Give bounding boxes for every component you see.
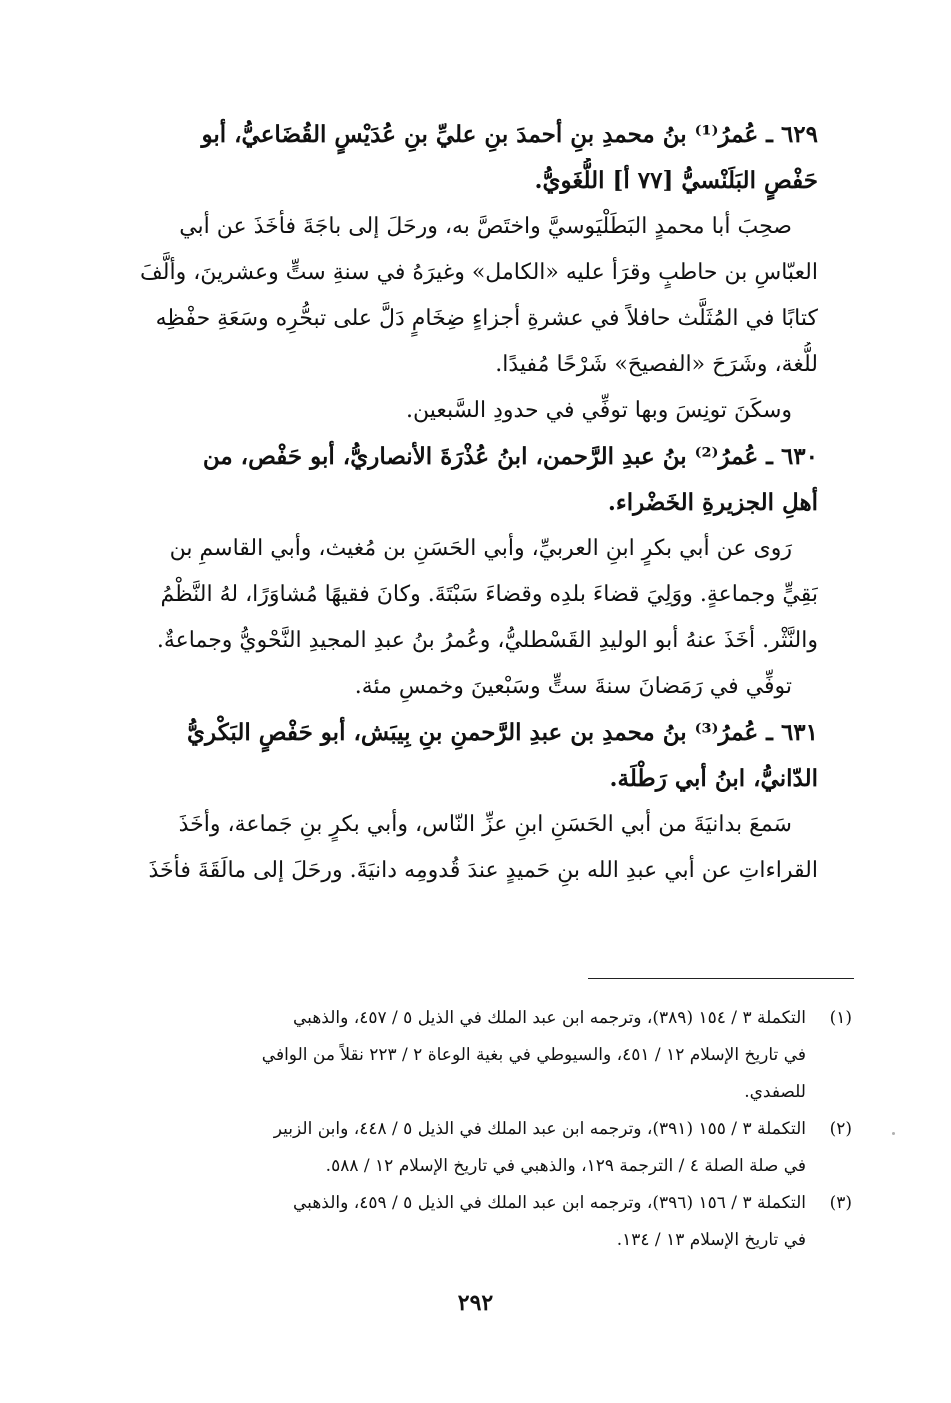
entry-heading-line: ٦٢٩ ـ عُمرُ⁽¹⁾ بنُ محمدِ بنِ أحمدَ بنِ عليِّ بنِ عُدَيْسٍ القُضَاعيُّ، أبو [201, 121, 818, 148]
footnotes-block [108, 1000, 852, 1259]
body-text-line: القراءاتِ عن أبي عبدِ الله بنِ حَميدٍ عندَ قُدومِه دانيَةَ. ورحَلَ إلى مالَقَةَ فأخَذَ [148, 858, 818, 883]
footnote-line: التكملة ٣ / ١٥٦ (٣٩٦)، وترجمه ابن عبد الملك في الذيل ٥ / ٤٥٩، والذهبي [293, 1193, 806, 1213]
body-text-line: كتابًا في المُثَلَّث حافلاً في عشرةِ أجزاءٍ ضِخَامٍ دَلَّ على تبحُّرِه وسَعَةِ حفْظِه [155, 306, 818, 331]
body-text-line: بَقِيٍّ وجماعةٍ. ووَلِيَ قضاءَ بلدِه وقضاءَ سَبْتَةَ. وكانَ فقيهًا مُشاوَرًا، لهُ النَّظْمُ [160, 582, 818, 607]
scan-speck [892, 1132, 895, 1135]
entry-heading-line: حَفْصٍ البَلَنْسيُّ [٧٧ أ] اللُّغَويُّ. [534, 167, 818, 194]
biography-text-block [108, 112, 818, 894]
footnote-line: في صلة الصلة ٤ / الترجمة ١٢٩، والذهبي في تاريخ الإسلام ١٢ / ٥٨٨. [325, 1156, 806, 1176]
footnote-number: (٣) [829, 1193, 852, 1213]
body-text-line: للُّغة، وشَرَحَ «الفصيحَ» شَرْحًا مُفيدًا. [495, 352, 818, 377]
footnote-line: في تاريخ الإسلام ١٣ / ١٣٤. [616, 1230, 806, 1250]
footnote-number: (٢) [829, 1119, 852, 1139]
body-text-line: توفِّي في رَمَضانَ سنةَ ستٍّ وسَبْعينَ وخمسِ مئة. [354, 674, 792, 699]
body-text-line: العبّاسِ بن حاطبٍ وقرَأ عليه «الكامل» وغيرَهُ في سنةِ ستٍّ وعشرينَ، وألَّفَ [140, 260, 818, 285]
footnote-line: في تاريخ الإسلام ١٢ / ٤٥١، والسيوطي في بغية الوعاة ٢ / ٢٢٣ نقلاً من الوافي [261, 1045, 806, 1065]
footnote [108, 1000, 852, 1111]
body-text-line: صحِبَ أبا محمدٍ البَطَلْيَوسيَّ واختَصَّ به، ورحَلَ إلى باجَةَ فأخَذَ عن أبي [179, 214, 792, 239]
footnote-line: التكملة ٣ / ١٥٥ (٣٩١)، وترجمه ابن عبد الملك في الذيل ٥ / ٤٤٨، وابن الزبير [273, 1119, 806, 1139]
body-text-line: والنَّثْر. أخَذَ عنهُ أبو الوليدِ القَسْطليُّ، وعُمرُ بنُ عبدِ المجيدِ النَّحْويُّ وجماعةٌ. [156, 628, 818, 653]
page-number: ٢٩٢ [457, 1290, 494, 1316]
entry-heading-line: الدّانيُّ، ابنُ أبي رَطْلَة. [609, 765, 818, 792]
body-text-line: رَوى عن أبي بكرٍ ابنِ العربيِّ، وأبي الحَسَنِ بن مُغيث، وأبي القاسمِ بن [169, 536, 792, 561]
entry-heading-line: أهلِ الجزيرةِ الخَضْراء. [607, 489, 818, 516]
footnote-number: (١) [829, 1008, 852, 1028]
footnote [108, 1185, 852, 1259]
footnote-line: التكملة ٣ / ١٥٤ (٣٨٩)، وترجمه ابن عبد الملك في الذيل ٥ / ٤٥٧، والذهبي [293, 1008, 806, 1028]
body-text-line: وسكَنَ تونِسَ وبها توفِّي في حدودِ السَّبعين. [406, 398, 792, 423]
body-text-line: سَمعَ بدانيَةَ من أبي الحَسَنِ ابنِ عزِّ النّاس، وأبي بكرٍ بنِ جَماعة، وأخَذَ [178, 812, 792, 837]
footnote-divider [588, 978, 854, 979]
entry-heading-line: ٦٣٠ ـ عُمرُ⁽²⁾ بنُ عبدِ الرَّحمن، ابنُ عُذْرَةَ الأنصاريُّ، أبو حَفْص، من [202, 443, 818, 470]
footnote [108, 1111, 852, 1185]
entry-heading-line: ٦٣١ ـ عُمرُ⁽³⁾ بنُ محمدِ بن عبدِ الرَّحمنِ بنِ بِيبَش، أبو حَفْصٍ البَكْريُّ [187, 719, 818, 746]
footnote-line: للصفدي. [744, 1082, 806, 1102]
